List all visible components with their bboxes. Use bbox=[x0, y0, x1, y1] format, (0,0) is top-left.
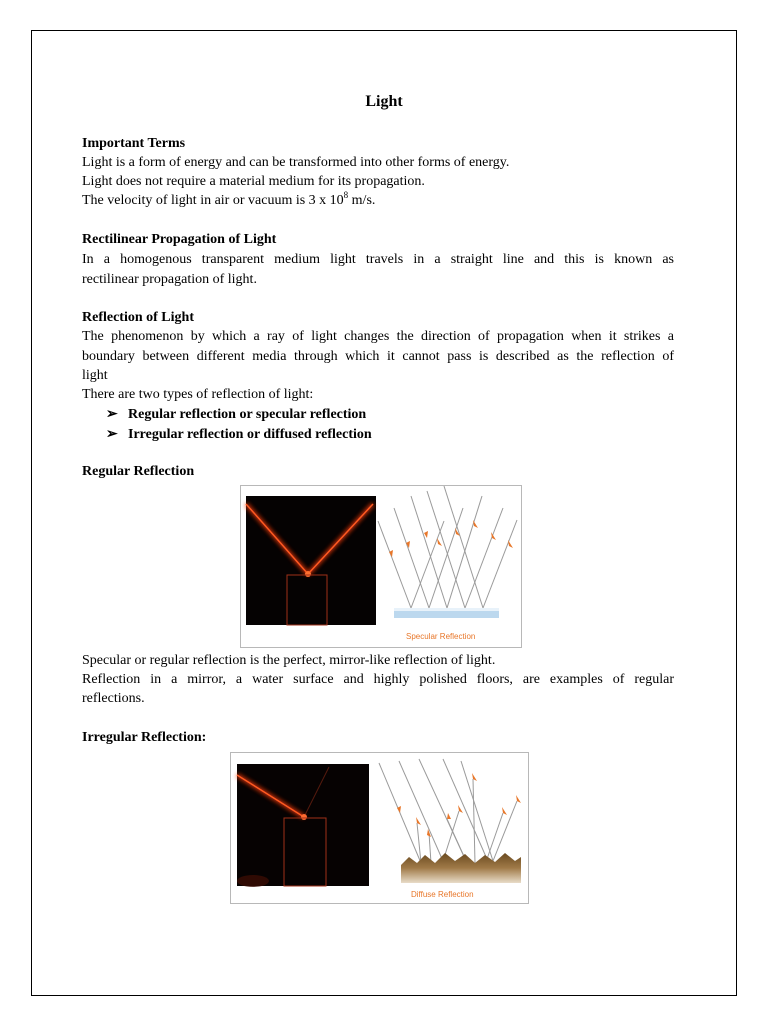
parallel-rays-diagram bbox=[378, 486, 517, 608]
reflection-line-4: There are two types of reflection of light: bbox=[82, 387, 314, 402]
reflection-point bbox=[301, 814, 307, 820]
regular-line-2: Reflection in a mirror, a water surface and highly polished floors, are examples of regular bbox=[82, 672, 674, 687]
bullet-label: Regular reflection or specular reflection bbox=[128, 407, 367, 422]
diffuse-reflection-figure bbox=[230, 752, 529, 904]
ray-arrow-heads bbox=[397, 773, 521, 837]
irregular-reflection-heading: Irregular Reflection: bbox=[82, 730, 207, 745]
ray-arrow-heads bbox=[389, 520, 513, 557]
arrow-bullet-icon: ➢ bbox=[106, 407, 118, 422]
reflection-heading: Reflection of Light bbox=[82, 310, 194, 325]
bullet-item-irregular bbox=[106, 426, 372, 443]
rectilinear-line-2: rectilinear propagation of light. bbox=[82, 272, 257, 287]
rectilinear-line-1: In a homogenous transparent medium light travels in a straight line and this is known as bbox=[82, 252, 674, 267]
page-title: Light bbox=[365, 93, 403, 110]
velocity-exponent: 8 bbox=[343, 190, 349, 200]
important-terms-line-3 bbox=[82, 190, 376, 209]
reflection-line-2: boundary between different media through which it cannot pass is described as the reflection of bbox=[82, 349, 674, 364]
photo-panel bbox=[237, 764, 369, 886]
velocity-text: The velocity of light in air or vacuum is 3 x 10 bbox=[82, 193, 344, 208]
bullet-item-regular bbox=[106, 406, 366, 423]
rectilinear-heading: Rectilinear Propagation of Light bbox=[82, 232, 277, 247]
figure-caption: Diffuse Reflection bbox=[411, 890, 474, 899]
bullet-label: Irregular reflection or diffused reflection bbox=[128, 427, 372, 442]
regular-line-1: Specular or regular reflection is the perfect, mirror-like reflection of light. bbox=[82, 653, 496, 668]
regular-line-3: reflections. bbox=[82, 691, 145, 706]
reflection-line-3: light bbox=[82, 368, 108, 383]
reflection-point bbox=[305, 571, 311, 577]
important-terms-heading: Important Terms bbox=[82, 136, 186, 151]
arrow-bullet-icon: ➢ bbox=[106, 427, 118, 442]
reflection-line-1: The phenomenon by which a ray of light changes the direction of propagation when it strikes a bbox=[82, 329, 674, 344]
photo-panel bbox=[246, 496, 376, 625]
important-terms-line-2: Light does not require a material medium for its propagation. bbox=[82, 174, 425, 189]
velocity-unit: m/s. bbox=[348, 193, 376, 208]
regular-reflection-heading: Regular Reflection bbox=[82, 464, 195, 479]
important-terms-line-1: Light is a form of energy and can be transformed into other forms of energy. bbox=[82, 155, 510, 170]
specular-reflection-figure bbox=[240, 485, 522, 648]
figure-caption: Specular Reflection bbox=[406, 632, 476, 641]
